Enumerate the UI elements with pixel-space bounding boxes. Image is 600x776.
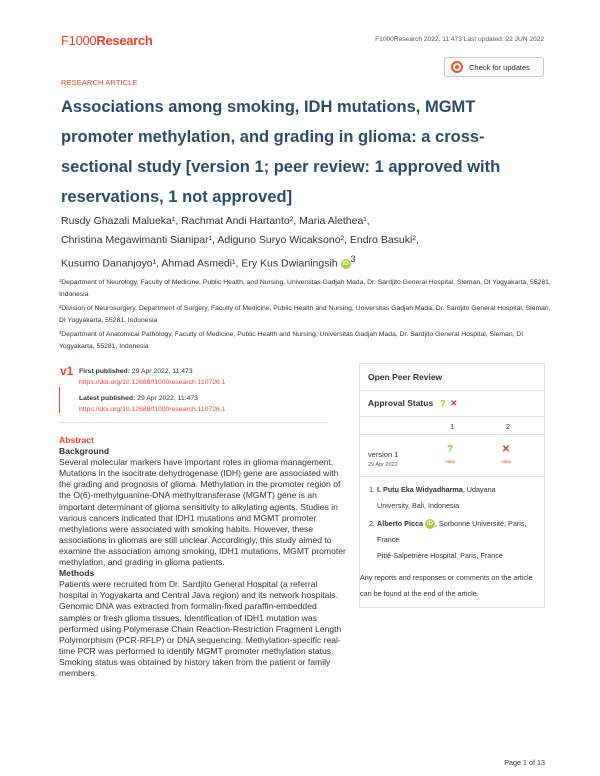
divider (360, 390, 544, 391)
background-text: Several molecular markers have important roles in glioma management. Mutations in the isocitrate dehydrogenase (IDH) gene are associated with the grading and prognosis of glioma. Methylation in the promoter region of the O(6)-methylguanine-DNA methyltransferase (MGMT) gene is an important determinant of glioma sensitivity to alkylating agents. Studies in various cancers indicated that IDH1 mutations and MGMT promoter methylations were associated with smoking habits. However, these associations in gliomas are still unclear. Accordingly, this study aimed to examine the association among smoking, IDH1 mutations, MGMT promoter methylation, and grading in glioma patients. (59, 457, 346, 568)
reviewer-name[interactable]: Alberto Picca (377, 519, 423, 528)
article-type: RESEARCH ARTICLE (61, 78, 138, 87)
f1000-logo: F1000Research (61, 33, 153, 48)
authors-line: Christina Megawimanti Sianipar¹, Adiguno Suryo Wicaksono², Endro Basuki², (61, 234, 419, 246)
reviewer-item: 1. I. Putu Eka Widyadharma, Udayana University, Bali, Indonesia (377, 482, 543, 514)
affiliations (59, 277, 559, 355)
latest-doi-link[interactable]: https://doi.org/10.12688/f1000research.110726.1 (79, 405, 226, 413)
divider (360, 476, 544, 477)
peer-review-heading: Open Peer Review (368, 372, 443, 382)
version-tag: v1 (60, 364, 74, 378)
version-date: 29 Apr 2022 (368, 462, 398, 468)
abstract-heading: Abstract (59, 435, 94, 445)
approval-status: Approval Status ? ✕ (368, 398, 458, 408)
check-updates-icon (451, 61, 463, 73)
first-doi-link[interactable]: https://doi.org/10.12688/f1000research.110726.1 (79, 378, 226, 386)
question-icon: ? (440, 398, 446, 408)
publication-info (79, 367, 319, 421)
cross-icon: ✕ (450, 398, 458, 408)
affiliation-2: ²Division of Neurosurgery, Department of Surgery, Faculty of Medicine, Public Health and Nursing, Universitas Gadjah Mada, Dr. Sardjito General Hospital, Sleman, DI Yogyakarta, 55281, Indonesia (59, 305, 551, 324)
check-updates-button[interactable] (444, 57, 544, 77)
peer-review-footnote: Any reports and responses or comments on the article can be found at the end of the article. (360, 573, 533, 598)
page-number: Page 1 of 13 (504, 758, 545, 767)
question-icon: ? (446, 444, 454, 455)
reviewer-col-1: 1 (450, 422, 455, 431)
article-title: Associations among smoking, IDH mutations, MGMT promoter methylation, and grading in glioma: a cross-sectional study [version 1; peer review: 1 approved with reservations, 1 not approved] (61, 98, 501, 206)
view-report-link-2[interactable]: view (501, 460, 511, 465)
first-published-label: First published: (79, 368, 130, 375)
version-divider (59, 387, 60, 413)
affiliation-3: ³Department of Anatomical Pathology, Faculty of Medicine, Public Health and Nursing, Universitas Gadjah Mada, Dr. Sardjito General Hospital, Sleman, DI Yogyakarta, 55281, Indonesia (59, 331, 524, 350)
abstract (59, 435, 349, 679)
reviewer-item: 2. Alberto Picca iD , Sorbonne Université, Paris, France Pitié-Salpetrière Hospital, Paris, France (377, 516, 543, 564)
background-heading: Background (59, 446, 110, 457)
first-published-date: 29 Apr 2022, 11:473 (131, 368, 193, 375)
divider (360, 416, 544, 417)
methods-text: Patients were recruited from Dr. Sardjito General Hospital (a referral hospital in Yogyakarta and Central Java region) and its network hospitals. Genomic DNA was extracted from formalin-fixed paraffin-embedded samples or fresh glioma tissues. Identification of IDH1 mutation was performed using Polymerase Chain Reaction-Restriction Fragment Length Polymorphism (PCR-RFLP) or DNA sequencing. Methylation-specific real-time PCR was performed to identify MGMT promoter methylation status. Smoking status was obtained by history taken from the patient or family members. (59, 579, 342, 678)
authors-line: Kusumo Dananjoyo¹, Ahmad Asmedi¹, Ery Kus Dwianingsih iD $^3$ (61, 254, 356, 270)
latest-published-date: 29 Apr 2022, 11:473 (137, 395, 198, 402)
orcid-icon[interactable]: iD (426, 521, 433, 528)
authors-line: Rusdy Ghazali Malueka¹, Rachmat Andi Hartanto², Maria Alethea¹, (61, 215, 370, 227)
view-report-link-1[interactable]: view (445, 460, 455, 465)
version-label: version 1 (368, 450, 399, 459)
orcid-icon[interactable]: iD (342, 260, 349, 267)
reviewer-list (363, 482, 543, 566)
author-list (61, 212, 561, 274)
check-updates-label: Check for updates (469, 62, 530, 72)
cross-icon: ✕ (501, 444, 511, 455)
header-meta: F1000Research 2022, 11:473 Last updated: 22 JUN 2022 (375, 36, 544, 43)
methods-heading: Methods (59, 568, 95, 579)
affiliation-1: ¹Department of Neurology, Faculty of Medicine, Public Health, and Nursing, Universitas Gadjah Mada, Dr. Sardjito General Hospital, Sleman, DI Yogyakarta, 55281, Indonesia (59, 279, 551, 298)
reviewer-name[interactable]: I. Putu Eka Widyadharma (377, 485, 463, 494)
reviewer-col-2: 2 (506, 422, 511, 431)
latest-published-label: Latest published: (79, 395, 136, 402)
divider (360, 434, 544, 435)
divider (59, 422, 328, 423)
